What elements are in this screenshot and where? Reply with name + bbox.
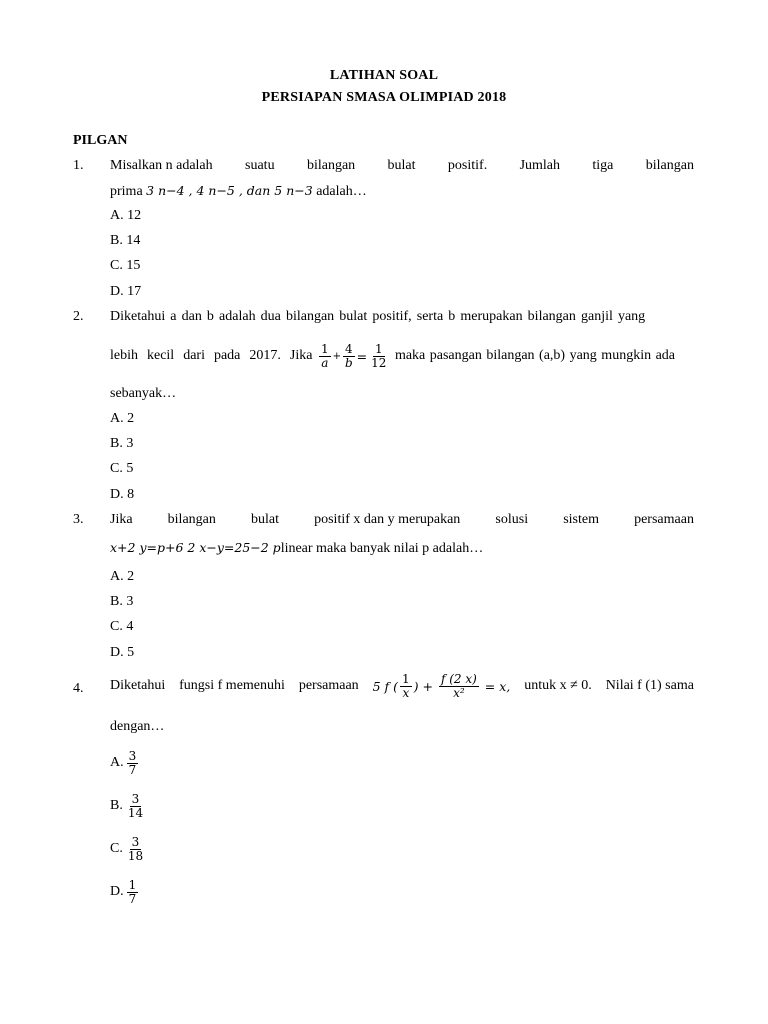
q1-word: bilangan <box>306 158 356 173</box>
q2-text: Diketahui a dan b adalah dua bilangan bulat positif, serta b merupakan bilangan ganjil yang <box>110 309 646 324</box>
question-2-line3: sebanyak… <box>110 386 177 401</box>
q2-text: lebih kecil dari pada 2017. Jika <box>110 348 317 364</box>
q4-option-a <box>110 750 140 776</box>
q1-option-d: D. 17 <box>110 284 142 299</box>
q4-option-b <box>110 793 147 819</box>
q3-option-c: C. 4 <box>110 619 134 634</box>
q1-word: Misalkan n adalah <box>110 158 213 173</box>
doc-title: LATIHAN SOAL <box>329 68 439 83</box>
q2-fraction-2 <box>343 343 355 369</box>
q4-eq-part: 5 f ( <box>372 678 399 694</box>
q4-text: Nilai f (1) sama <box>605 678 694 693</box>
q4-option-label: C. <box>110 841 123 857</box>
q4-text: fungsi f memenuhi <box>179 678 285 693</box>
q1-option-c: C. 15 <box>110 258 141 273</box>
q2-fraction-3 <box>369 343 388 369</box>
question-4-line1 <box>110 666 694 706</box>
q4-eq-part: = x, <box>480 678 511 694</box>
question-2-number: 2. <box>73 309 84 324</box>
q2-equals: = <box>356 348 368 364</box>
q1-word: Jumlah <box>519 158 561 173</box>
q3-option-a: A. 2 <box>110 569 135 584</box>
q4-text: Diketahui <box>110 678 166 693</box>
q4-eq-part: ) + <box>413 678 437 694</box>
q3-word: bilangan <box>167 512 216 527</box>
q4-frac-num: 3 <box>131 792 140 806</box>
q4-option-fraction <box>127 750 139 776</box>
question-3-line1 <box>110 512 694 528</box>
q4-option-c <box>110 836 147 862</box>
q2-frac-num: 4 <box>345 342 353 356</box>
q1-option-a: A. 12 <box>110 208 142 223</box>
q2-option-d: D. 8 <box>110 487 135 502</box>
q4-frac-den: 7 <box>128 762 137 777</box>
q4-frac-num: f (2 x) <box>440 671 477 686</box>
q3-math: x+2 y=p+6 2 x−y=25−2 p <box>110 540 281 555</box>
q1-word: bulat <box>387 158 416 173</box>
q4-frac-den: x <box>402 685 410 700</box>
q1-word: tiga <box>592 158 614 173</box>
q1-text: adalah… <box>312 184 367 199</box>
q1-option-b: B. 14 <box>110 233 141 248</box>
q4-option-label: D. <box>110 884 124 900</box>
q4-frac-den: 18 <box>127 848 144 863</box>
q4-option-d <box>110 879 140 905</box>
question-4-line2: dengan… <box>110 719 165 734</box>
q1-word: bilangan <box>645 158 694 173</box>
q3-word: positif x dan y merupakan <box>314 512 461 527</box>
q3-word: bulat <box>251 512 279 527</box>
q4-option-fraction <box>127 879 139 905</box>
q4-frac-den: 14 <box>127 805 144 820</box>
section-heading: PILGAN <box>73 133 128 148</box>
q2-option-b: B. 3 <box>110 436 134 451</box>
q2-plus: + <box>332 350 341 362</box>
q4-frac-num: 3 <box>128 749 137 763</box>
q4-text: untuk x ≠ 0. <box>524 678 592 693</box>
question-3-number: 3. <box>73 512 84 527</box>
q4-option-fraction <box>126 793 145 819</box>
q2-frac-den: b <box>344 355 353 370</box>
q4-frac-num: 1 <box>128 878 137 892</box>
q4-eq-fraction-2 <box>439 673 479 699</box>
q4-frac-num: 3 <box>131 835 140 849</box>
q2-frac-den: a <box>321 355 329 370</box>
q3-word: sistem <box>563 512 599 527</box>
q3-text: linear maka banyak nilai p adalah… <box>280 541 484 556</box>
q2-text: maka pasangan bilangan (a,b) yang mungkin ada <box>390 348 676 364</box>
q2-option-a: A. 2 <box>110 411 135 426</box>
q4-eq-fraction-1 <box>400 673 412 699</box>
question-1-line2 <box>110 183 694 200</box>
q4-frac-den: x² <box>453 685 465 700</box>
q2-fraction-1 <box>319 343 331 369</box>
question-2-line1 <box>110 309 694 325</box>
question-1-number: 1. <box>73 158 84 173</box>
q4-text: persamaan <box>298 678 359 693</box>
q4-equation <box>373 673 511 699</box>
q4-frac-num: 1 <box>402 671 410 686</box>
question-4-number: 4. <box>73 681 84 696</box>
q1-word: suatu <box>245 158 275 173</box>
q2-frac-num: 1 <box>320 342 329 356</box>
q4-option-label: A. <box>110 755 124 771</box>
q2-frac-den: 12 <box>371 355 387 370</box>
q4-option-fraction <box>126 836 145 862</box>
q2-frac-num: 1 <box>374 342 383 356</box>
question-2-line2 <box>110 343 694 369</box>
q1-word: positif. <box>447 158 488 173</box>
q1-math: 3 n−4 , 4 n−5 , dan 5 n−3 <box>146 183 313 198</box>
q2-option-c: C. 5 <box>110 461 134 476</box>
question-3-line2 <box>110 540 694 557</box>
q3-word: Jika <box>110 512 133 527</box>
q4-option-label: B. <box>110 798 123 814</box>
doc-subtitle: PERSIAPAN SMASA OLIMPIAD 2018 <box>261 90 507 105</box>
q3-option-b: B. 3 <box>110 594 134 609</box>
question-1-line1 <box>110 158 694 174</box>
q3-word: solusi <box>495 512 529 527</box>
q1-text: prima <box>110 184 147 199</box>
q3-word: persamaan <box>634 512 694 527</box>
q4-frac-den: 7 <box>128 891 137 906</box>
q3-option-d: D. 5 <box>110 645 135 660</box>
